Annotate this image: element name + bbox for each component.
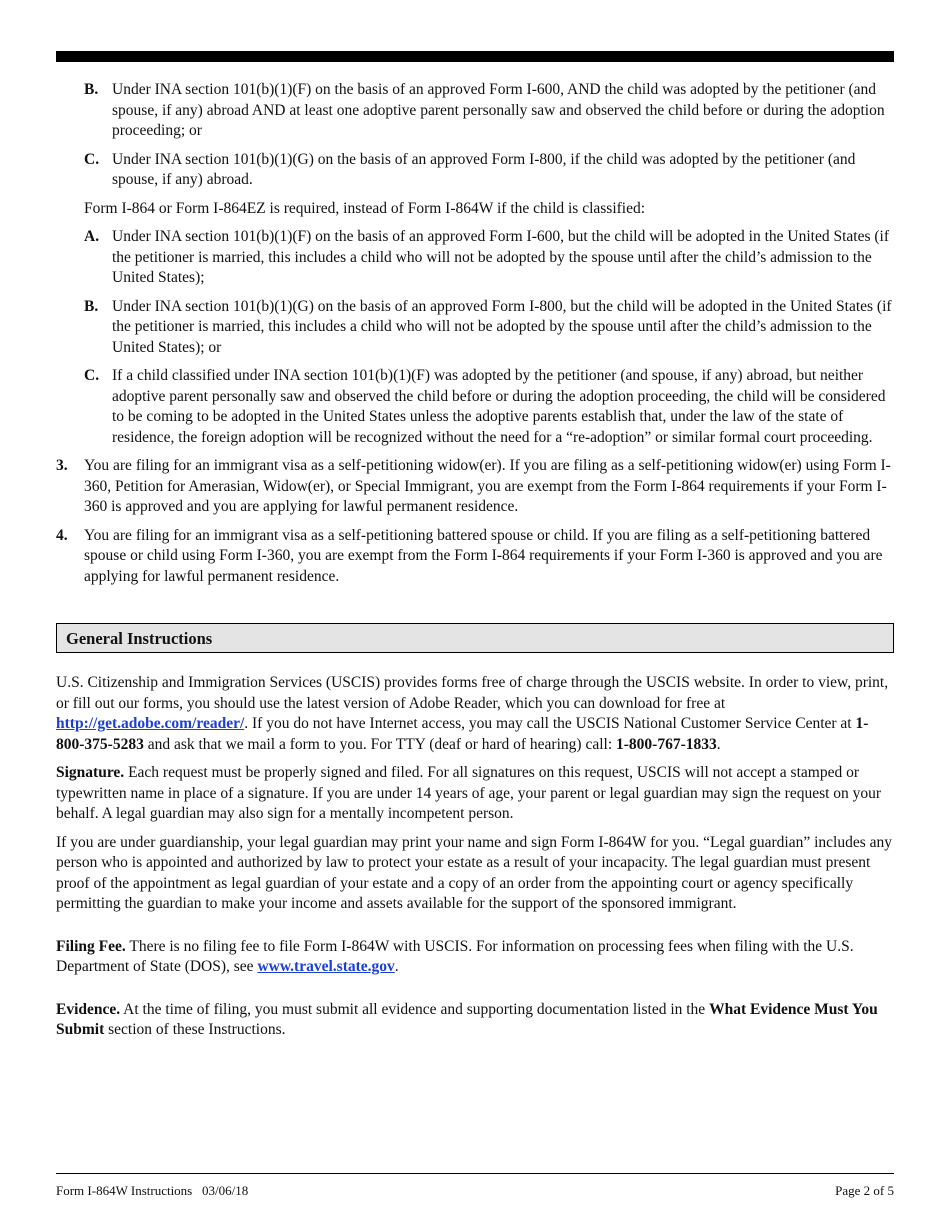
page-content <box>56 80 894 1049</box>
list-label: C. <box>84 150 100 168</box>
list-item-a-required <box>56 227 894 289</box>
signature-paragraph <box>56 763 894 825</box>
list-item-c-exempt <box>56 150 894 191</box>
signature-heading: Signature. <box>56 764 125 781</box>
signature-text: Each request must be properly signed and filed. For all signatures on this request, USCIS will not accept a stamped or typewritten name in place of a signature. If you are under 14 years of age, your parent or legal guardian may sign the request on your behalf. A legal guardian may also sign for a mentally incompetent person. <box>56 764 882 822</box>
numbered-item-3 <box>56 456 894 518</box>
evidence-text: At the time of filing, you must submit all evidence and supporting documentation listed in the <box>120 1000 710 1018</box>
numbered-item-4 <box>56 526 894 588</box>
list-text: Under INA section 101(b)(1)(G) on the basis of an approved Form I-800, if the child was adopted by the petitioner (and spouse, if any) abroad. <box>112 150 856 188</box>
general-text-3: and ask that we mail a form to you. For TTY (deaf or hard of hearing) call: <box>143 735 616 753</box>
general-paragraph <box>56 673 894 755</box>
list-label: A. <box>84 228 100 245</box>
evidence-heading: Evidence. <box>56 1000 121 1018</box>
travel-state-link[interactable]: www.travel.state.gov <box>257 958 395 975</box>
list-item-b-exempt <box>56 80 894 142</box>
general-text-2: . If you do not have Internet access, you may call the USCIS National Customer Service Center at <box>244 715 856 732</box>
required-intro: Form I-864 or Form I-864EZ is required, instead of Form I-864W if the child is classified: <box>84 199 646 217</box>
list-item-b-required <box>56 297 894 359</box>
general-text-1: U.S. Citizenship and Immigration Services (USCIS) provides forms free of charge through the USCIS website. In order to view, print, or fill out our forms, you should use the latest version of Adobe Reader, which you can download for free at <box>56 674 889 712</box>
filing-fee-text: There is no filing fee to file Form I-864W with USCIS. For information on processing fees when filing with the U.S. Department of State (DOS), see <box>56 937 854 975</box>
item-text: You are filing for an immigrant visa as a self-petitioning widow(er). If you are filing as a self-petitioning widow(er) using Form I-360, Petition for Amerasian, Widow(er), or Special Immigrant, you are exempt from the Form I-864 requirements if your Form I-360 is approved and you are applying for lawful permanent residence. <box>84 457 891 515</box>
header-rule <box>56 51 894 62</box>
general-text-4: . <box>716 735 721 753</box>
footer-rule <box>56 1173 894 1174</box>
list-text: If a child classified under INA section 101(b)(1)(F) was adopted by the petitioner (and spouse, if any) abroad, but neither adoptive parent personally saw and observed the child before or during the adoption proceeding, the child will be considered to be coming to be adopted in the United States unless the adoptive parents establish that, under the law of the state of residence, the foreign adoption will be recognized without the need for a “re-adoption” or similar formal court proceeding. <box>112 367 886 446</box>
list-label: B. <box>84 81 99 98</box>
list-text: Under INA section 101(b)(1)(F) on the basis of an approved Form I-600, but the child will be adopted in the United States (if the petitioner is married, this includes a child who will not be adopted by the spouse until after the child’s admission to the United States); <box>112 228 889 286</box>
adobe-reader-link[interactable]: http://get.adobe.com/reader/ <box>56 715 245 732</box>
document-page <box>56 0 894 1230</box>
filing-fee-paragraph <box>56 937 894 978</box>
footer-page-number: Page 2 of 5 <box>835 1183 894 1198</box>
list-label: C. <box>84 367 100 384</box>
item-text: You are filing for an immigrant visa as a self-petitioning battered spouse or child. If you are filing as a self-petitioning battered spouse or child using Form I-360, you are exempt from the Form I-864 requirements if your Form I-360 is approved and you are applying for lawful permanent residence. <box>84 526 883 585</box>
customer-service-phone: 1-800-375-5283 <box>56 715 869 753</box>
guardian-paragraph: If you are under guardianship, your legal guardian may print your name and sign Form I-864W for you. “Legal guardian” includes any person who is appointed and authorized by law to protect your estate as a result of your incapacity. The legal guardian must present proof of the appointment as legal guardian of your estate and a copy of an order from the appointing court or agency specifically permitting the guardian to make your income and assets available for the support of the sponsored immigrant. <box>56 833 893 912</box>
list-item-c-required <box>56 366 894 448</box>
evidence-paragraph <box>56 1000 894 1041</box>
footer-form-id: Form I-864W Instructions 03/06/18 <box>56 1183 249 1198</box>
list-text: Under INA section 101(b)(1)(F) on the basis of an approved Form I-600, AND the child was adopted by the petitioner (and spouse, if any) abroad AND at least one adoptive parent personally saw and observed the child before or during the adoption proceeding; or <box>112 81 885 139</box>
list-label: B. <box>84 297 99 315</box>
evidence-section-ref: What Evidence Must You Submit <box>56 1000 878 1038</box>
item-number: 4. <box>56 526 68 544</box>
list-text: Under INA section 101(b)(1)(G) on the basis of an approved Form I-800, but the child will be adopted in the United States (if the petitioner is married, this includes a child who will not be adopted by the spouse until after the child’s admission to the United States); or <box>112 297 892 356</box>
item-number: 3. <box>56 457 68 474</box>
tty-phone: 1-800-767-1833 <box>616 735 717 753</box>
filing-fee-heading: Filing Fee. <box>56 937 126 955</box>
evidence-end: section of these Instructions. <box>104 1021 286 1038</box>
filing-fee-end: . <box>394 958 399 975</box>
section-heading-general-instructions: General Instructions <box>56 623 894 653</box>
